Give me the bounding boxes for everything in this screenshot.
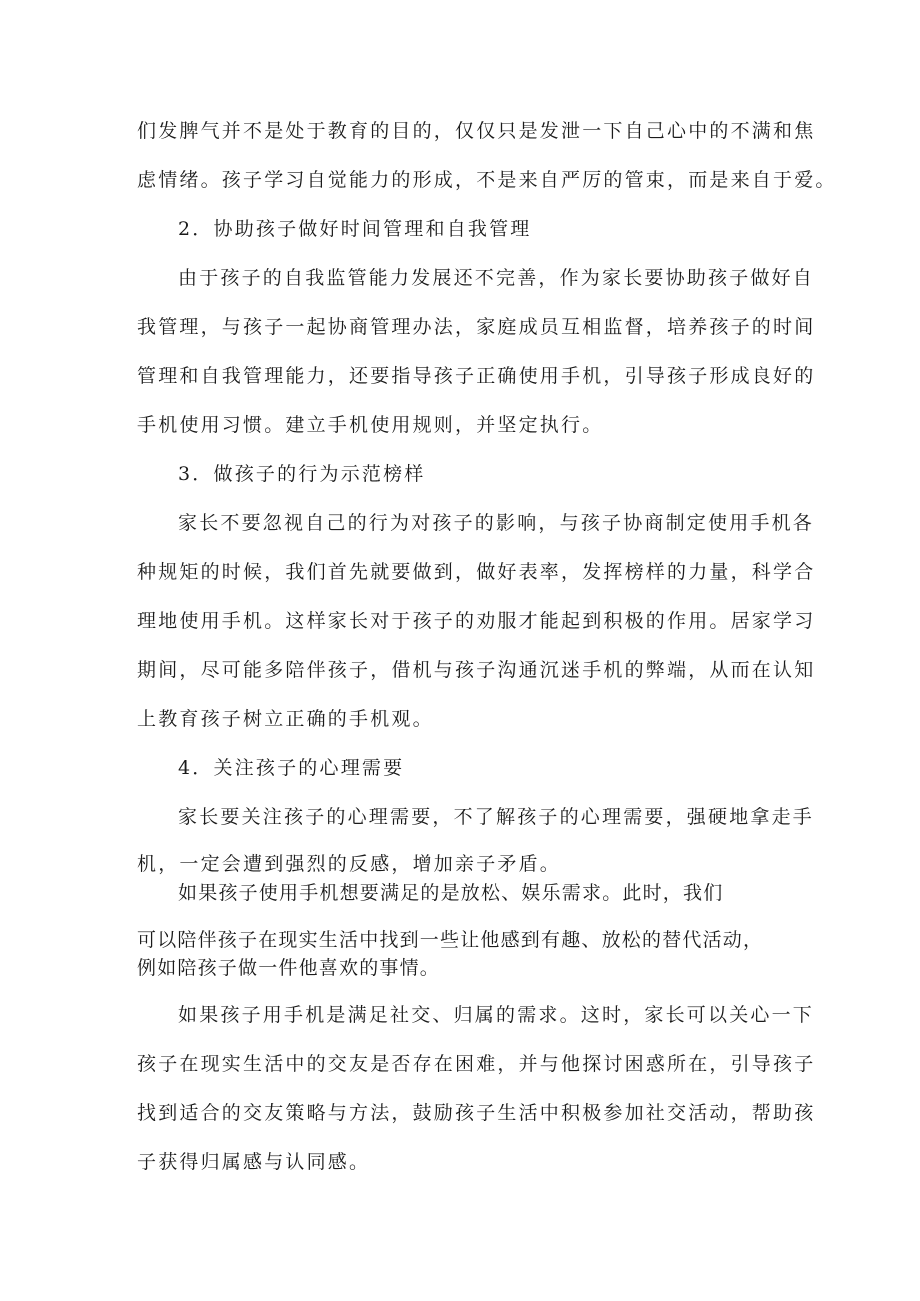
- paragraph-line: 管理和自我管理能力，还要指导孩子正确使用手机，引导孩子形成良好的: [137, 365, 816, 387]
- paragraph-line: 家长不要忽视自己的行为对孩子的影响，与孩子协商制定使用手机各: [178, 512, 815, 534]
- paragraph-line: 孩子在现实生活中的交友是否存在困难，并与他探讨困惑所在，引导孩子: [137, 1053, 816, 1075]
- paragraph-line: 子获得归属感与认同感。: [137, 1151, 371, 1173]
- paragraph-line: 们发脾气并不是处于教育的目的，仅仅只是发泄一下自己心中的不满和焦: [137, 120, 816, 142]
- paragraph-line: 期间，尽可能多陪伴孩子，借机与孩子沟通沉迷手机的弊端，从而在认知: [137, 659, 816, 681]
- paragraph-line: 如果孩子用手机是满足社交、归属的需求。这时，家长可以关心一下: [178, 1004, 815, 1026]
- paragraph-line: 由于孩子的自我监管能力发展还不完善，作为家长要协助孩子做好自: [178, 267, 815, 289]
- paragraph-line: 例如陪孩子做一件他喜欢的事情。: [137, 957, 441, 979]
- paragraph-line: 机，一定会遭到强烈的反感，增加亲子矛盾。: [137, 853, 562, 875]
- section-heading: 3．做孩子的行为示范榜样: [178, 463, 426, 485]
- paragraph-line: 手机使用习惯。建立手机使用规则，并坚定执行。: [137, 414, 604, 436]
- paragraph-line: 我管理，与孩子一起协商管理办法，家庭成员互相监督，培养孩子的时间: [137, 316, 816, 338]
- paragraph-line: 找到适合的交友策略与方法，鼓励孩子生活中积极参加社交活动，帮助孩: [137, 1102, 816, 1124]
- section-heading: 2．协助孩子做好时间管理和自我管理: [178, 218, 532, 240]
- paragraph-line: 理地使用手机。这样家长对于孩子的劝服才能起到积极的作用。居家学习: [137, 610, 816, 632]
- paragraph-line: 上教育孩子树立正确的手机观。: [137, 708, 434, 730]
- paragraph-line: 种规矩的时候，我们首先就要做到，做好表率，发挥榜样的力量，科学合: [137, 561, 816, 583]
- paragraph-line: 家长要关注孩子的心理需要，不了解孩子的心理需要，强硬地拿走手: [178, 806, 815, 828]
- paragraph-line: 如果孩子使用手机想要满足的是放松、娱乐需求。此时，我们: [178, 882, 724, 904]
- section-heading: 4．关注孩子的心理需要: [178, 757, 405, 779]
- paragraph-line: 虑情绪。孩子学习自觉能力的形成，不是来自严厉的管束，而是来自于爱。: [137, 169, 837, 191]
- paragraph-line: 可以陪伴孩子在现实生活中找到一些让他感到有趣、放松的替代活动，: [137, 929, 764, 951]
